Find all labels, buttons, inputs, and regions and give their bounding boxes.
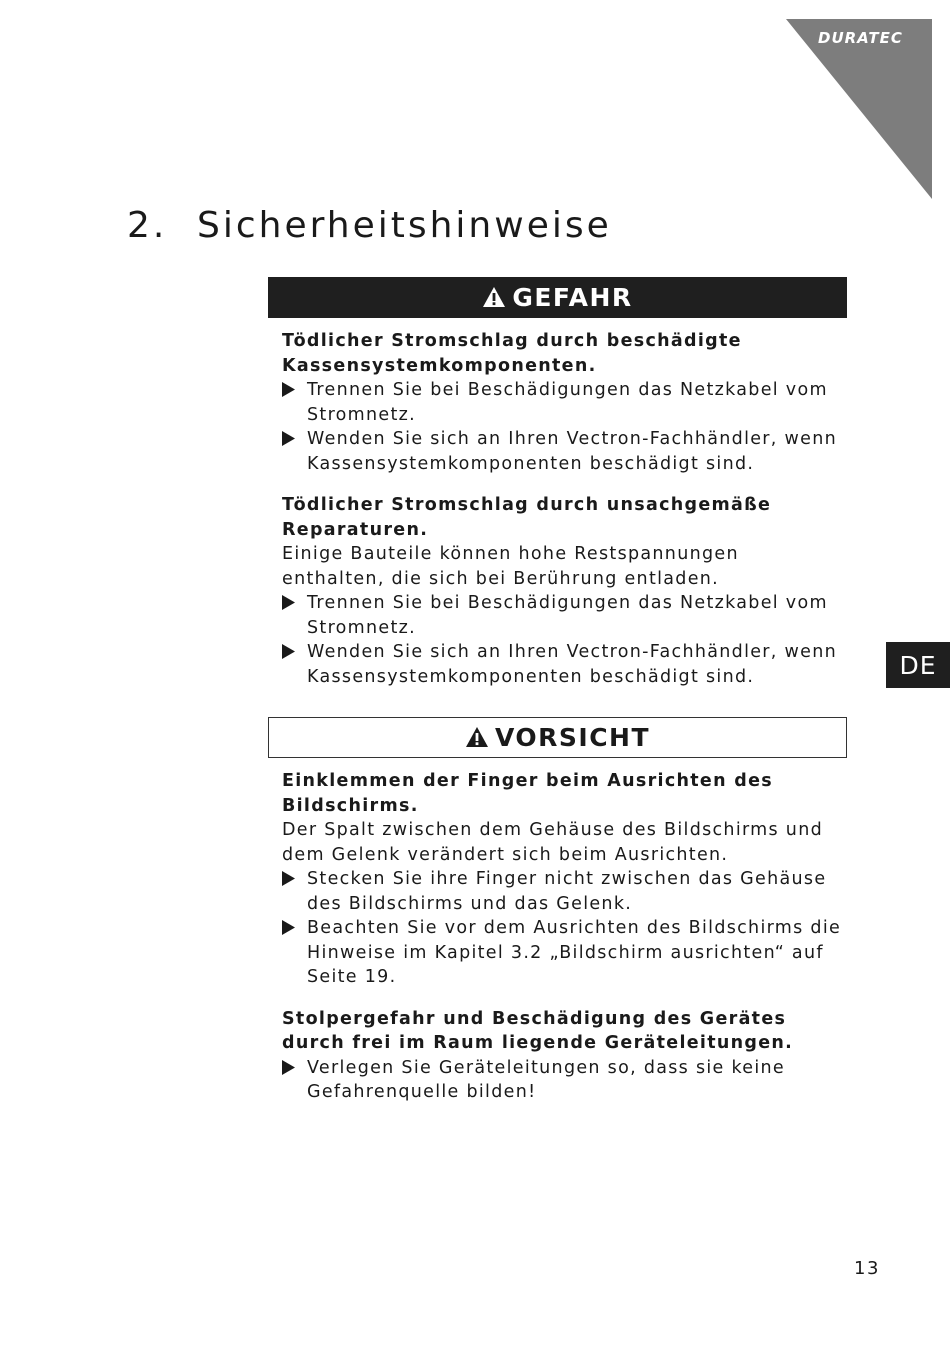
caution-block-2-heading: Stolpergefahr und Beschädigung des Gerätes durch frei im Raum liegende Geräteleitungen.: [282, 1008, 794, 1053]
list-item: [282, 427, 847, 476]
danger-block-2-text: Einige Bauteile können hohe Restspannungen enthalten, die sich bei Berührung entladen.: [282, 544, 739, 589]
duratec-logo: DURATEC: [818, 29, 903, 47]
danger-label: GEFAHR: [512, 283, 633, 312]
chapter-title: Sicherheitshinweise: [197, 205, 612, 246]
caution-block-1-steps: [282, 867, 847, 990]
page-title: [127, 205, 612, 246]
chapter-number: 2.: [127, 205, 168, 246]
danger-block-2-heading: Tödlicher Stromschlag durch unsachgemäße Reparaturen.: [282, 495, 772, 540]
danger-block-1-heading: Tödlicher Stromschlag durch beschädigte Kassensystemkomponenten.: [282, 331, 742, 376]
step-text: Trennen Sie bei Beschädigungen das Netzkabel vom Stromnetz.: [307, 380, 828, 425]
step-text: Beachten Sie vor dem Ausrichten des Bildschirms die Hinweise im Kapitel 3.2 „Bildschirm ausrichten“ auf Seite 19.: [307, 918, 842, 987]
list-item: [282, 378, 847, 427]
danger-block-2-steps: [282, 591, 847, 689]
caution-block-1: [268, 769, 847, 990]
arrow-right-icon: [282, 871, 295, 886]
arrow-right-icon: [282, 1060, 295, 1075]
language-tab: DE: [886, 642, 950, 688]
warning-triangle-icon: [482, 286, 506, 308]
arrow-right-icon: [282, 920, 295, 935]
arrow-right-icon: [282, 644, 295, 659]
step-text: Stecken Sie ihre Finger nicht zwischen das Gehäuse des Bildschirms und das Gelenk.: [307, 869, 827, 914]
step-text: Trennen Sie bei Beschädigungen das Netzkabel vom Stromnetz.: [307, 593, 828, 638]
step-text: Verlegen Sie Geräteleitungen so, dass sie keine Gefahrenquelle bilden!: [307, 1057, 785, 1102]
list-item: [282, 591, 847, 640]
list-item: [282, 640, 847, 689]
list-item: [282, 916, 847, 990]
step-text: Wenden Sie sich an Ihren Vectron-Fachhändler, wenn Kassensystemkomponenten beschädigt sind.: [307, 642, 837, 687]
arrow-right-icon: [282, 595, 295, 610]
danger-section: [268, 277, 847, 689]
list-item: [282, 867, 847, 916]
step-text: Wenden Sie sich an Ihren Vectron-Fachhändler, wenn Kassensystemkomponenten beschädigt sind.: [307, 429, 837, 474]
list-item: [282, 1056, 847, 1105]
page-number: 13: [854, 1258, 880, 1279]
danger-banner: [268, 277, 847, 318]
arrow-right-icon: [282, 431, 295, 446]
caution-section: [268, 717, 847, 1105]
caution-block-1-text: Der Spalt zwischen dem Gehäuse des Bildschirms und dem Gelenk verändert sich beim Ausrichten.: [282, 820, 823, 865]
danger-block-1-steps: [282, 378, 847, 476]
arrow-right-icon: [282, 382, 295, 397]
caution-block-2: [268, 1007, 847, 1105]
caution-label: VORSICHT: [494, 723, 651, 752]
caution-block-2-steps: [282, 1056, 847, 1105]
danger-block-1: [268, 329, 847, 476]
caution-block-1-heading: Einklemmen der Finger beim Ausrichten des Bildschirms.: [282, 771, 773, 816]
safety-content: [268, 277, 847, 1105]
danger-block-2: [268, 493, 847, 689]
warning-triangle-icon: [465, 726, 489, 748]
caution-banner: [268, 717, 847, 758]
